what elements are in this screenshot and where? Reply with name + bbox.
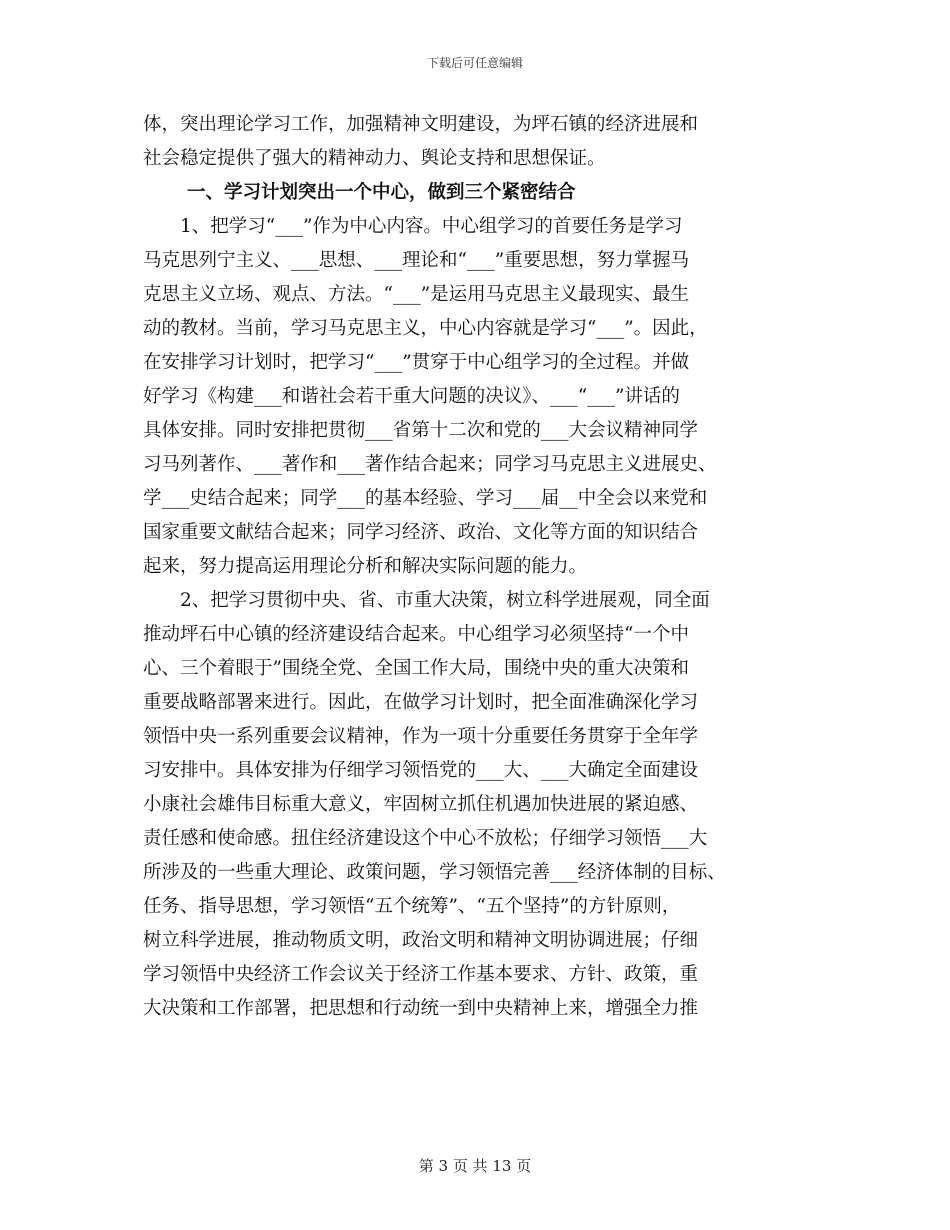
- text-line: 树立科学进展，推动物质文明，政治文明和精神文明协调进展；仔细: [143, 930, 699, 951]
- section-heading: 一、学习计划突出一个中心，做到三个紧密结合: [187, 182, 576, 203]
- text-line: 动的教材。当前，学习马克思主义，中心内容就是学习“___”。因此，: [143, 318, 708, 339]
- text-line: 学习领悟中央经济工作会议关于经济工作基本要求、方针、政策，重: [143, 964, 699, 985]
- text-line: 责任感和使命感。扭住经济建设这个中心不放松；仔细学习领悟___大: [143, 828, 708, 849]
- page-header: 下载后可任意编辑: [426, 56, 523, 70]
- text-line: 体，突出理论学习工作，加强精神文明建设，为坪石镇的经济进展和: [143, 114, 699, 135]
- text-line: 克思主义立场、观点、方法。“___”是运用马克思主义最现实、最生: [143, 284, 690, 305]
- document-body: [143, 108, 813, 1026]
- text-line: 所涉及的一些重大理论、政策问题，学习领悟完善___经济体制的目标、: [143, 862, 726, 883]
- text-line: 具体安排。同时安排把贯彻___省第十二次和党的___大会议精神同学: [143, 420, 699, 441]
- text-line: 社会稳定提供了强大的精神动力、舆论支持和思想保证。: [143, 148, 606, 169]
- text-line: 好学习《构建___和谐社会若干重大问题的决议》、___“___”讲话的: [143, 386, 680, 407]
- text-line: 习马列著作、___著作和___著作结合起来；同学习马克思主义进展史、: [143, 454, 717, 475]
- text-line: 心、三个着眼于”围绕全党、全国工作大局，围绕中央的重大决策和: [143, 658, 689, 679]
- text-line: 国家重要文献结合起来；同学习经济、政治、文化等方面的知识结合: [143, 522, 699, 543]
- text-line: 小康社会雄伟目标重大意义，牢固树立抓住机遇加快进展的紧迫感、: [143, 794, 699, 815]
- text-line: 推动坪石中心镇的经济建设结合起来。中心组学习必须坚持“一个中: [143, 624, 689, 645]
- page-number-footer: 第 3 页 共 13 页: [418, 1157, 532, 1175]
- text-line: 习安排中。具体安排为仔细学习领悟党的___大、___大确定全面建设: [143, 760, 699, 781]
- text-line: 任务、指导思想，学习领悟“五个统筹”、“五个坚持”的方针原则，: [143, 896, 681, 917]
- text-line: 重要战略部署来进行。因此，在做学习计划时，把全面准确深化学习: [143, 692, 699, 713]
- text-line: 起来，努力提高运用理论分析和解决实际问题的能力。: [143, 556, 588, 577]
- text-line: 在安排学习计划时，把学习“___”贯穿于中心组学习的全过程。并做: [143, 352, 690, 373]
- text-line: 领悟中央一系列重要会议精神，作为一项十分重要任务贯穿于全年学: [143, 726, 699, 747]
- text-line: 2、把学习贯彻中央、省、市重大决策，树立科学进展观，同全面: [143, 590, 710, 611]
- text-line: 马克思列宁主义、___思想、___理论和“___”重要思想，努力掌握马: [143, 250, 690, 271]
- text-line: 1、把学习“___”作为中心内容。中心组学习的首要任务是学习: [143, 216, 683, 237]
- text-line: 大决策和工作部署，把思想和行动统一到中央精神上来，增强全力推: [143, 998, 699, 1019]
- text-line: 学___史结合起来；同学___的基本经验、学习___届__中全会以来党和: [143, 488, 708, 509]
